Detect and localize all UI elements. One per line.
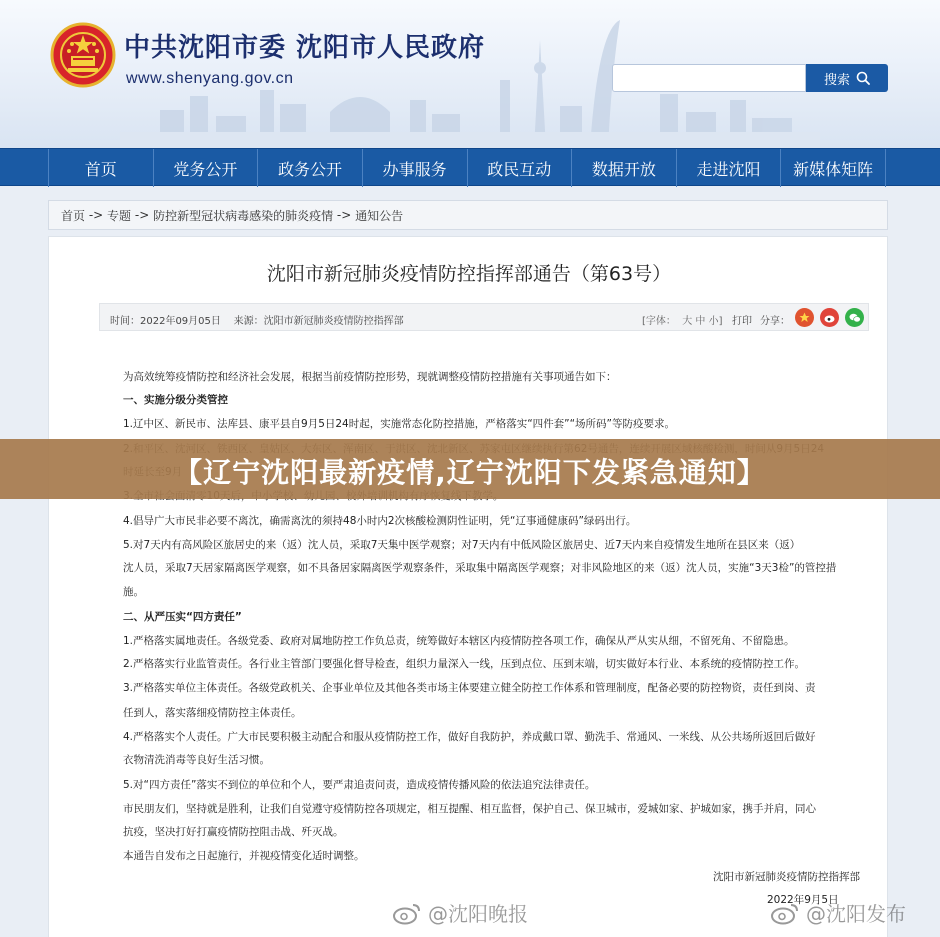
- national-emblem-logo: [50, 22, 116, 88]
- share-weibo-icon[interactable]: [820, 308, 839, 327]
- share-wechat-icon[interactable]: [845, 308, 864, 327]
- article-paragraph: 2.严格落实行业监管责任。各行业主管部门要强化督导检查，组织力量深入一线，压到点位、压到末端，切实做好本行业、本系统的疫情防控工作。: [123, 658, 806, 670]
- article-meta-bar: [99, 303, 869, 331]
- article-panel: [48, 236, 888, 937]
- search-button[interactable]: [806, 64, 888, 92]
- article-paragraph: 为高效统筹疫情防控和经济社会发展，根据当前疫情防控形势，现就调整疫情防控措施有关事项通告如下：: [123, 371, 617, 383]
- section-heading: 一、实施分级分类管控: [123, 394, 228, 406]
- article-paragraph: 5.对7天内有高风险区旅居史的来（返）沈人员，采取7天集中医学观察；对7天内有中低风险区旅居史、近7天内来自疫情发生地所在县区来（返）: [123, 539, 801, 551]
- article-paragraph: 1.严格落实属地责任。各级党委、政府对属地防控工作负总责，统筹做好本辖区内疫情防控各项工作，确保从严从实从细，不留死角、不留隐患。: [123, 635, 795, 647]
- article-paragraph: 5.对“四方责任”落实不到位的单位和个人，要严肃追责问责，造成疫情传播风险的依法追究法律责任。: [123, 779, 596, 791]
- print-link[interactable]: 打印: [732, 316, 752, 327]
- breadcrumb-epidemic-topic[interactable]: 防控新型冠状病毒感染的肺炎疫情: [153, 208, 334, 223]
- font-size-selector[interactable]: [字体： 大 中 小]: [642, 316, 723, 327]
- breadcrumb: [48, 200, 888, 230]
- search-button-label: 搜索: [823, 72, 850, 88]
- article-paragraph: 任到人，落实落细疫情防控主体责任。: [123, 707, 302, 719]
- nav-item-new-media[interactable]: 新媒体矩阵: [781, 149, 886, 187]
- weibo-icon: [770, 901, 800, 925]
- article-paragraph: 4.倡导广大市民非必要不离沈，确需离沈的须持48小时内2次核酸检测阴性证明，凭“辽事通健康码”绿码出行。: [123, 515, 637, 527]
- nav-item-open-data[interactable]: 数据开放: [572, 149, 677, 187]
- signature-organization: 沈阳市新冠肺炎疫情防控指挥部: [713, 871, 860, 883]
- article-title: 沈阳市新冠肺炎疫情防控指挥部通告（第63号）: [266, 263, 672, 285]
- article-paragraph: 沈人员，采取7天居家隔离医学观察，如不具备居家隔离医学观察条件，采取集中隔离医学观察；对非风险地区的来（返）沈人员，实施“3天3检”的管控措: [123, 562, 837, 574]
- search-icon: [856, 71, 870, 85]
- section-heading: 二、从严压实“四方责任”: [123, 611, 242, 623]
- nav-item-interaction[interactable]: 政民互动: [468, 149, 573, 187]
- headline-banner-text: 【辽宁沈阳最新疫情,辽宁沈阳下发紧急通知】: [174, 456, 766, 489]
- watermark-left: [392, 898, 528, 927]
- breadcrumb-separator: ->: [131, 208, 154, 222]
- breadcrumb-separator: ->: [85, 208, 108, 222]
- search-input[interactable]: [612, 64, 806, 92]
- article-paragraph: 1.辽中区、新民市、法库县、康平县自9月5日24时起，实施常态化防控措施，严格落实“四件套”“场所码”等防疫要求。: [123, 418, 675, 430]
- article-paragraph: 本通告自发布之日起施行，并视疫情变化适时调整。: [123, 850, 365, 862]
- signature-date: 2022年9月5日: [767, 894, 839, 906]
- share-qzone-icon[interactable]: [795, 308, 814, 327]
- nav-item-home[interactable]: 首页: [48, 149, 154, 187]
- breadcrumb-home[interactable]: 首页: [61, 208, 86, 223]
- breadcrumb-notices[interactable]: 通知公告: [355, 208, 404, 223]
- article-paragraph: 市民朋友们，坚持就是胜利，让我们自觉遵守疫情防控各项规定，相互提醒、相互监督，保护自己、保卫城市，爱城如家、护城如家，携手并肩，同心: [123, 803, 816, 815]
- weibo-icon: [392, 901, 422, 925]
- site-title: 中共沈阳市委 沈阳市人民政府: [124, 33, 486, 63]
- breadcrumb-separator: ->: [333, 208, 356, 222]
- breadcrumb-special-topic[interactable]: 专题: [107, 208, 132, 223]
- share-label: 分享：: [760, 316, 790, 327]
- article-paragraph: 衣物清洗消毒等良好生活习惯。: [123, 754, 270, 766]
- article-paragraph: 抗疫，坚决打好打赢疫情防控阻击战、歼灭战。: [123, 826, 344, 838]
- nav-item-about-city[interactable]: 走进沈阳: [677, 149, 782, 187]
- nav-item-party-affairs[interactable]: 党务公开: [154, 149, 259, 187]
- site-url[interactable]: www.shenyang.gov.cn: [126, 70, 294, 87]
- headline-banner: [0, 439, 940, 499]
- watermark-left-text: @沈阳晚报: [428, 902, 528, 926]
- watermark-right: [770, 898, 906, 927]
- article-paragraph: 4.严格落实个人责任。广大市民要积极主动配合和服从疫情防控工作，做好自我防护，养成戴口罩、勤洗手、常通风、一米线、从公共场所返回后做好: [123, 731, 816, 743]
- article-paragraph: 3.严格落实单位主体责任。各级党政机关、企事业单位及其他各类市场主体要建立健全防控工作体系和管理制度，配备必要的防控物资，责任到岗、责: [123, 682, 816, 694]
- article-paragraph: 施。: [123, 586, 144, 598]
- watermark-right-text: @沈阳发布: [806, 902, 906, 926]
- article-date-source: 时间：2022年09月05日 来源：沈阳市新冠肺炎疫情防控指挥部: [110, 316, 404, 327]
- nav-item-gov-affairs[interactable]: 政务公开: [258, 149, 363, 187]
- main-nav: [0, 148, 940, 186]
- site-header: [0, 0, 940, 148]
- nav-item-services[interactable]: 办事服务: [363, 149, 468, 187]
